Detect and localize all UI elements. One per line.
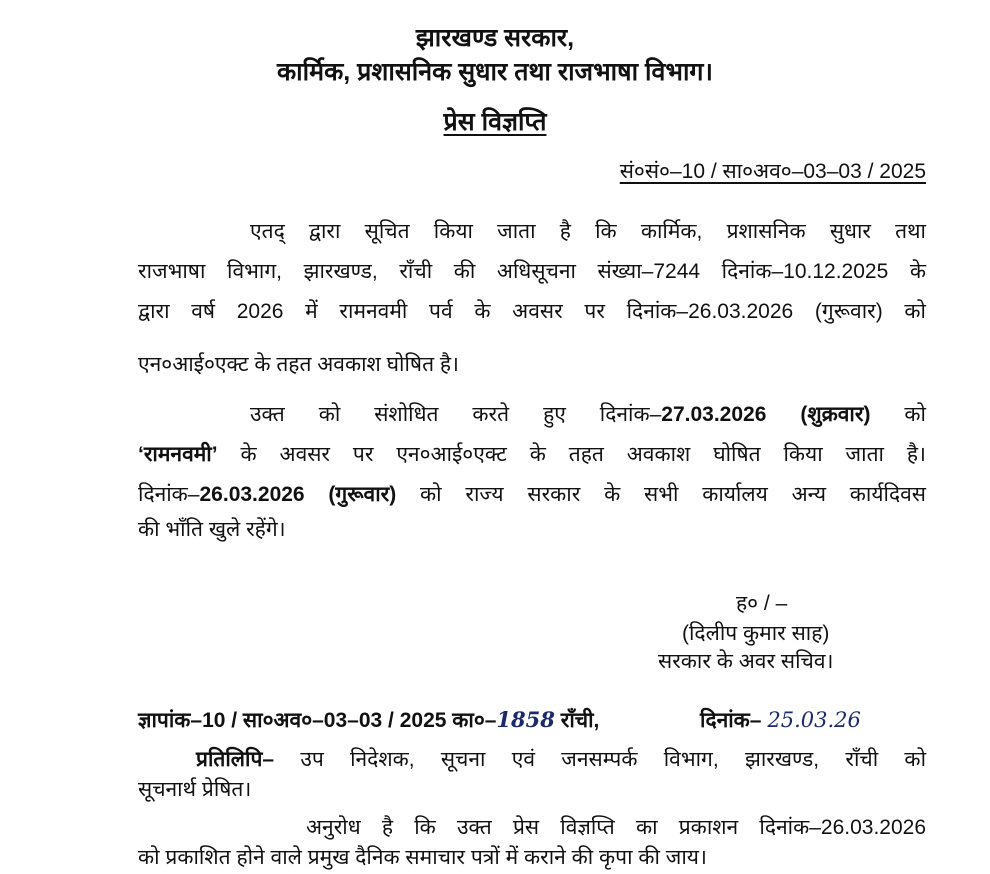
para1-line: द्वारा वर्ष 2026 में रामनवमी पर्व के अवसर पर दिनांक–26.03.2026 (गुरूवार) को: [138, 300, 926, 323]
department-name: कार्मिक, प्रशासनिक सुधार तथा राजभाषा विभाग।: [276, 58, 713, 86]
para1-line: राजभाषा विभाग, झारखण्ड, राँची की अधिसूचना संख्या–7244 दिनांक–10.12.2025 के: [138, 260, 926, 283]
para1-line: एन०आई०एक्ट के तहत अवकाश घोषित है।: [138, 353, 459, 376]
handwritten-date: 25.03.26: [767, 708, 861, 732]
para2-line: [250, 401, 926, 429]
text: को: [904, 403, 926, 426]
document-title: प्रेस विज्ञप्ति: [443, 108, 547, 136]
para1-line: एतद् द्वारा सूचित किया जाता है कि कार्मिक, प्रशासनिक सुधार तथा: [250, 220, 926, 243]
old-holiday-date: 26.03.2026 (गुरूवार): [199, 483, 397, 506]
para2-line: [138, 441, 926, 469]
signatory-name: (दिलीप कुमार साह): [682, 622, 830, 645]
memo-line: [138, 706, 599, 735]
para2-line: की भाँति खुले रहेंगे।: [138, 518, 286, 541]
text: उप निदेशक, सूचना एवं जनसम्पर्क विभाग, झारखण्ड, राँची को: [300, 748, 927, 771]
handwritten-memo-number: 1858: [496, 707, 555, 732]
signature-signed: ह० / –: [736, 592, 788, 615]
memo-date: [700, 706, 861, 735]
new-holiday-date: 27.03.2026 (शुक्रवार): [661, 403, 871, 426]
text: को राज्य सरकार के सभी कार्यालय अन्य कार्यदिवस: [420, 483, 926, 506]
date-label: दिनांक–: [700, 709, 762, 732]
memo-place: राँची,: [560, 709, 600, 732]
text: दिनांक–: [138, 483, 200, 506]
festival-name: ‘रामनवमी’: [138, 443, 218, 466]
copy-line: सूचनार्थ प्रेषित।: [138, 778, 252, 801]
copy-line: को प्रकाशित होने वाले प्रमुख दैनिक समाचार पत्रों में कराने की कृपा की जाय।: [138, 846, 707, 869]
para2-line: [138, 481, 926, 509]
signatory-designation: सरकार के अवर सचिव।: [658, 650, 834, 673]
text: के अवसर पर एन०आई०एक्ट के तहत अवकाश घोषित किया जाता है।: [240, 443, 926, 466]
reference-number: सं०सं०–10 / सा०अव०–03–03 / 2025: [619, 160, 926, 183]
text: उक्त को संशोधित करते हुए दिनांक–: [250, 403, 662, 426]
copy-line: अनुरोध है कि उक्त प्रेस विज्ञप्ति का प्रकाशन दिनांक–26.03.2026: [306, 816, 926, 839]
copy-label: प्रतिलिपि–: [196, 748, 275, 771]
government-name: झारखण्ड सरकार,: [415, 24, 575, 52]
copy-line: [196, 746, 926, 774]
memo-reference: ज्ञापांक–10 / सा०अव०–03–03 / 2025 का०–: [138, 709, 497, 732]
